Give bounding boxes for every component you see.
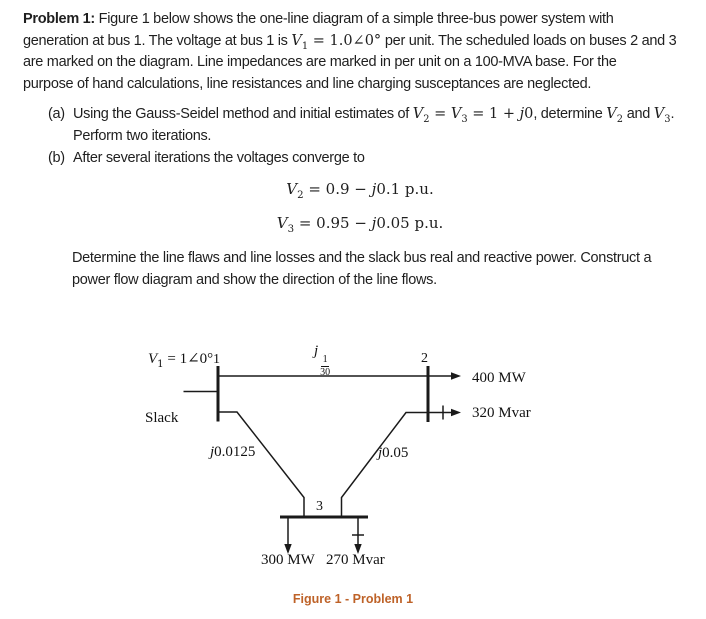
text-line: are marked on the diagram. Line impedances are marked in per unit on a 100-MVA base. For the [23,54,617,70]
bus3-load-p-arrow [284,517,291,554]
problem-statement [23,9,676,95]
closing-paragraph [72,248,651,291]
equation-v3: $V_3 = 0.95 - j0.05$ p.u. [276,214,444,235]
line13-impedance-label: j0.0125 [210,444,256,460]
part-b-text [73,148,365,170]
bus2-number-label: 2 [421,351,428,366]
generator-circle [149,374,184,409]
part-b-marker: (b) [48,150,65,166]
bus3-load-q-label: 270 Mvar [326,552,385,568]
diagram-canvas [0,330,706,590]
part-a-text [73,104,674,147]
bus2-load-q-arrow [428,406,461,420]
line23-impedance-label: j0.05 [378,444,409,461]
fraction: $\frac{1}{30}$ [320,354,331,378]
part-b [48,148,365,170]
bus3-number-label: 3 [316,499,323,514]
text-line: Problem 1: Figure 1 below shows the one-line diagram of a simple three-bus power system with [23,11,614,27]
part-a [48,104,674,147]
bus1-voltage-label: $V_1$ = 1∠0° [148,351,214,370]
slack-label: Slack [145,410,179,426]
bus2-load-p-arrow [428,372,461,380]
text-line: power flow diagram and show the direction of the line flows. [72,271,437,288]
bus3-load-p-label: 300 MW [261,552,315,568]
bus2-load-q-label: 320 Mvar [472,405,531,421]
line-1-3 [218,412,304,517]
text-line: Using the Gauss-Seidel method and initial estimates of $V_2 = V_3 = 1 + j0$, determine $V_2$ and $V_3$. [73,106,675,125]
bus2-load-p-label: 400 MW [472,369,526,386]
line12-impedance-label: j $\frac{1}{30}$ [314,343,331,378]
bus3-load-q-arrow [352,517,364,554]
text-line: purpose of hand calculations, line resistances and line charging susceptances are neglected. [23,75,592,92]
line-2-3 [342,413,429,518]
equation-v2: $V_2 = 0.9 - j0.1$ p.u. [286,180,434,201]
bus1-number-label: 1 [213,352,220,367]
text-line: Perform two iterations. [73,127,212,144]
text-line: After several iterations the voltages converge to [73,150,365,166]
figure-1-one-line-diagram [0,330,706,590]
text-line: generation at bus 1. The voltage at bus 1 is $V_1$ = 1.0∠0° per unit. The scheduled loads on buses 2 and 3 [23,32,677,52]
figure-caption: Figure 1 - Problem 1 [292,592,414,606]
part-a-marker: (a) [48,106,65,122]
text-line: Determine the line flaws and line losses and the slack bus real and reactive power. Construct a [72,250,652,266]
